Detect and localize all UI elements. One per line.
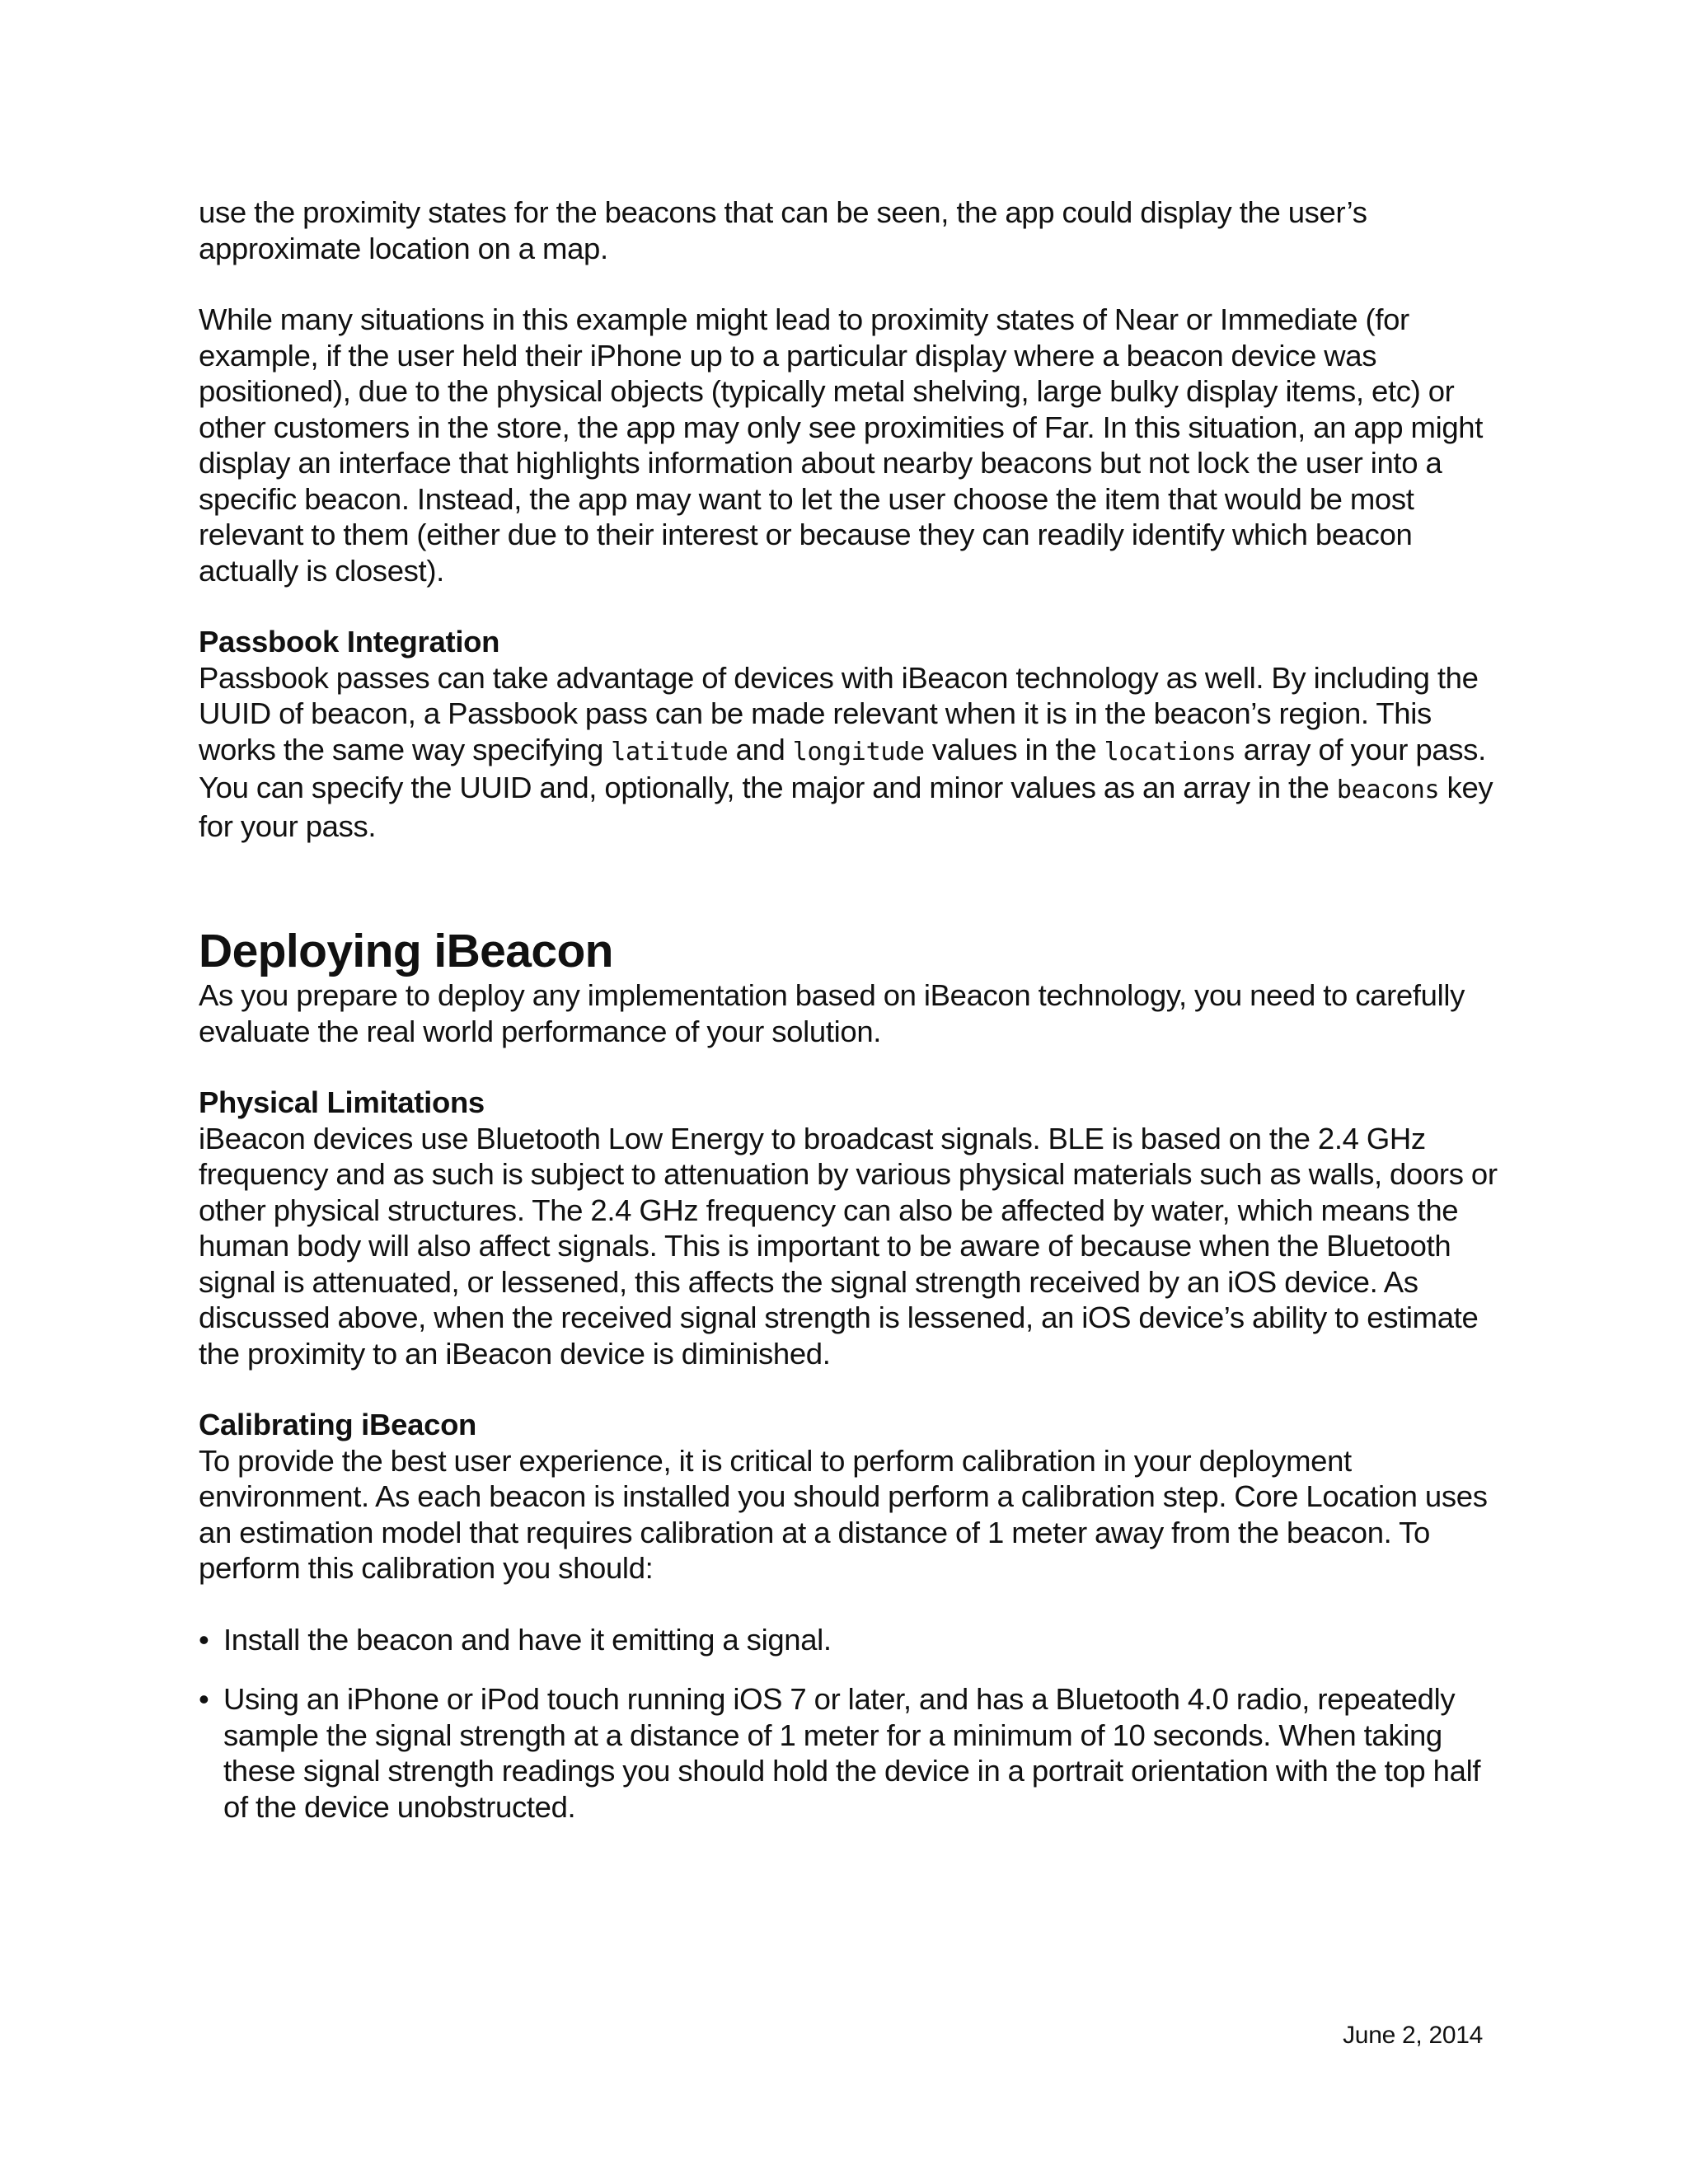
footer-date: June 2, 2014 bbox=[1343, 2022, 1483, 2049]
code-beacons: beacons bbox=[1336, 776, 1440, 804]
calibrating-ibeacon-paragraph: To provide the best user experience, it is critical to perform calibration in your deployment environment. As each beacon is installed you should perform a calibration step. Core Location uses an estimation model that requires calibration at a distance of 1 meter away from the beacon. To perform this calibration you should: bbox=[199, 1443, 1488, 1585]
list-item bbox=[199, 1622, 1501, 1658]
intro-paragraph-2: While many situations in this example might lead to proximity states of Near or Immediate (for example, if the user held their iPhone up to a particular display where a beacon device was positioned), due to the physical objects (typically metal shelving, large bulky display items, etc) or other customers in the store, the app may only see proximities of Far. In this situation, an app might display an interface that highlights information about nearby beacons but not lock the user into a specific beacon. Instead, the app may want to let the user choose the item that would be most relevant to them (either due to their interest or because they can readily identify which beacon actually is closest). bbox=[199, 302, 1484, 588]
list-item bbox=[199, 1681, 1501, 1825]
calibrating-ibeacon-heading: Calibrating iBeacon bbox=[199, 1408, 477, 1441]
passbook-text-1: Passbook passes can take advantage of devices with iBeacon technology as well. By including the UUID of beacon, a Passbook pass can be made relevant when it is in the beacon’s region. This works the same way specifying bbox=[199, 660, 1479, 766]
bullet-icon: • bbox=[199, 1682, 209, 1716]
passbook-text-3: values in the bbox=[924, 732, 1104, 766]
deploying-intro-paragraph: As you prepare to deploy any implementation based on iBeacon technology, you need to carefully evaluate the real world performance of your solution. bbox=[199, 978, 1465, 1048]
code-latitude: latitude bbox=[611, 737, 729, 766]
passbook-text-2: and bbox=[728, 732, 793, 766]
code-longitude: longitude bbox=[792, 737, 925, 766]
list-item-text: Using an iPhone or iPod touch running iOS 7 or later, and has a Bluetooth 4.0 radio, repeatedly sample the signal strength at a distance of 1 meter for a minimum of 10 seconds. When taking these signal strength readings you should hold the device in a portrait orientation with the top half of the device unobstructed. bbox=[223, 1682, 1481, 1824]
code-locations: locations bbox=[1104, 737, 1236, 766]
list-item-text: Install the beacon and have it emitting a signal. bbox=[223, 1622, 832, 1657]
calibration-steps-list bbox=[199, 1622, 1501, 1825]
passbook-integration-paragraph bbox=[199, 660, 1501, 845]
passbook-text-4: array of your pass. You can specify the UUID and, optionally, the major and minor values as an array in the bbox=[199, 732, 1486, 804]
passbook-integration-heading: Passbook Integration bbox=[199, 625, 500, 658]
intro-paragraph-1: use the proximity states for the beacons that can be seen, the app could display the user’s approximate location on a map. bbox=[199, 195, 1367, 265]
page-content bbox=[199, 194, 1501, 1825]
deploying-ibeacon-title: Deploying iBeacon bbox=[199, 925, 613, 977]
physical-limitations-paragraph: iBeacon devices use Bluetooth Low Energy to broadcast signals. BLE is based on the 2.4 GHz frequency and as such is subject to attenuation by various physical materials such as walls, doors or other physical structures. The 2.4 GHz frequency can also be affected by water, which means the human body will also affect signals. This is important to be aware of because when the Bluetooth signal is attenuated, or lessened, this affects the signal strength received by an iOS device. As discussed above, when the received signal strength is lessened, an iOS device’s ability to estimate the proximity to an iBeacon device is diminished. bbox=[199, 1121, 1498, 1371]
passbook-text-5: key for your pass. bbox=[199, 771, 1493, 843]
bullet-icon: • bbox=[199, 1622, 209, 1657]
physical-limitations-heading: Physical Limitations bbox=[199, 1085, 485, 1119]
